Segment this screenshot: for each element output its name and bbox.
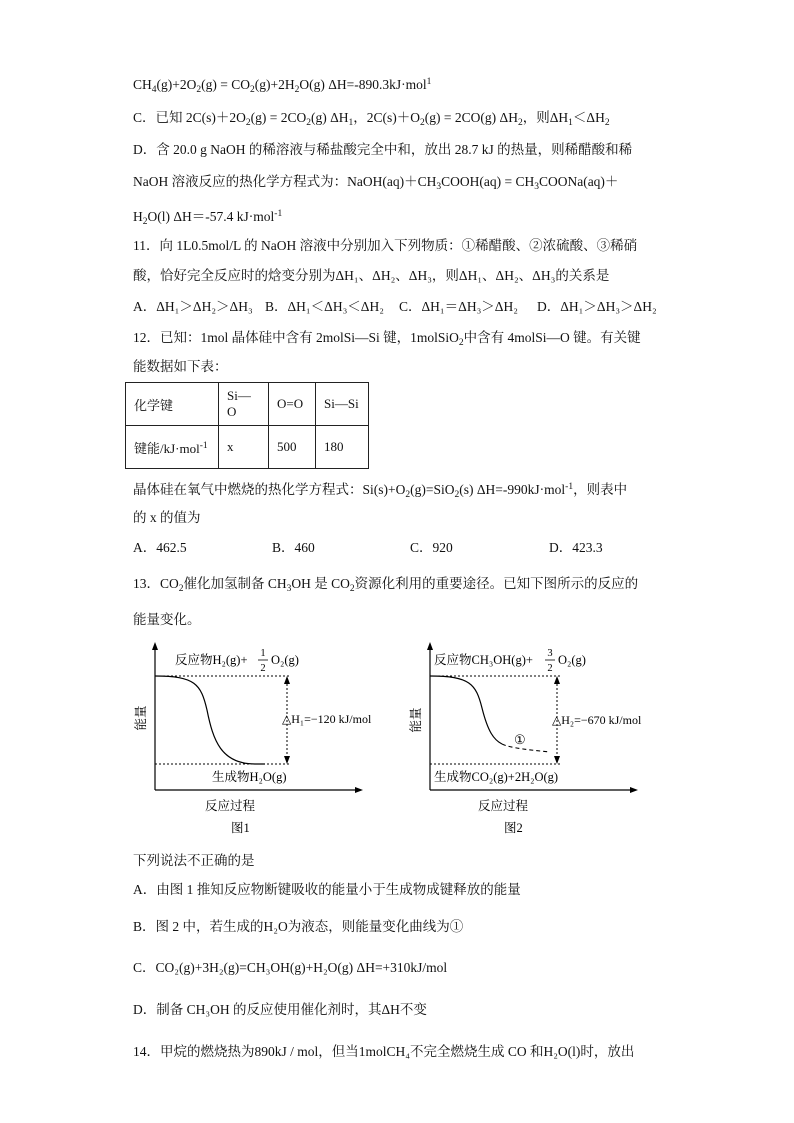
fig1-x-label: 反应过程 — [205, 799, 256, 813]
fig1-energy-curve — [155, 676, 265, 764]
q14-line1: 14．甲烷的燃烧热为890kJ / mol，但当1molCH₄不完全燃烧生成 CO 和H₂O(l)时，放出 — [133, 1044, 635, 1059]
table-header-cell: O=O — [269, 383, 316, 426]
fig2-y-arrow-icon — [427, 642, 433, 650]
fig1-dh-down-arrow-icon — [284, 756, 290, 764]
fig2-dh-label: △H₂=−670 kJ/mol — [552, 713, 642, 727]
table-cell: 180 — [316, 426, 369, 469]
q13-option-a: A．由图 1 推知反应物断键吸收的能量小于生成物成键释放的能量 — [133, 882, 521, 897]
fig2-dh-up-arrow-icon — [554, 676, 560, 684]
q11-option-d: D．ΔH₁＞ΔH₃＞ΔH₂ — [537, 299, 657, 314]
q13-option-b: B．图 2 中，若生成的H₂O为液态，则能量变化曲线为① — [133, 919, 464, 934]
q12-line2: 能数据如下表： — [133, 359, 228, 374]
table-row-label: 键能/kJ·mol$^{-1}$ — [126, 426, 219, 469]
q13-line1: 13．$CO_2$催化加氢制备 $CH_3OH$ 是 $CO_2$资源化利用的重要途径。已知下图所示的反应的 — [133, 576, 639, 594]
q13-option-d: D．制备 CH₃OH 的反应使用催化剂时，其ΔH不变 — [133, 1002, 427, 1017]
fig2-dh-down-arrow-icon — [554, 756, 560, 764]
fig2-frac-den: 2 — [547, 663, 553, 674]
fig1-reactant-tail: O₂(g) — [271, 653, 299, 667]
fig1-frac-den: 2 — [260, 663, 266, 674]
q12-after2: 的 x 的值为 — [133, 510, 201, 525]
fig2-x-arrow-icon — [630, 787, 638, 793]
fig1-y-arrow-icon — [152, 642, 158, 650]
bond-energy-table — [125, 382, 369, 469]
fig1-reactant-label: 反应物H₂(g)+ — [175, 653, 248, 667]
fig2-energy-curve — [430, 676, 502, 744]
fig2-curve-marker: ① — [514, 732, 526, 747]
q13-stem: 下列说法不正确的是 — [133, 853, 255, 868]
table-header-cell: Si—O — [219, 383, 269, 426]
fig1-dh-up-arrow-icon — [284, 676, 290, 684]
q10-option-d-line3: $H_2O(l)$ ΔH＝-57.4 kJ·mol$^{-1}$ — [133, 209, 283, 227]
table-header-cell: Si—Si — [316, 383, 369, 426]
q12-after1: 晶体硅在氧气中燃烧的热化学方程式：$Si(s)+O_2(g)=SiO_2(s)$ ΔH=-990kJ·mol$^{-1}$，则表中 — [133, 482, 628, 500]
q12-option-b: B．460 — [272, 540, 315, 555]
fig1-frac-num: 1 — [260, 648, 266, 659]
q12-option-d: D．423.3 — [549, 540, 603, 555]
fig1-product-label: 生成物H₂O(g) — [212, 770, 287, 784]
fig2-frac-num: 3 — [547, 648, 553, 659]
table-cell: x — [219, 426, 269, 469]
figure-1 — [125, 640, 375, 840]
fig2-x-label: 反应过程 — [478, 799, 529, 813]
fig2-caption: 图2 — [504, 821, 523, 835]
q13-option-c: C．CO₂(g)+3H₂(g)=CH₃OH(g)+H₂O(g) ΔH=+310kJ/mol — [133, 960, 448, 975]
q12-option-a: A．462.5 — [133, 540, 187, 555]
fig2-reactant-label: 反应物CH₃OH(g)+ — [434, 653, 533, 667]
q11-line1: 11．向 1L0.5mol/L 的 NaOH 溶液中分别加入下列物质：①稀醋酸、②浓硫酸、③稀硝 — [133, 238, 638, 253]
fig1-dh-label: △H₁=−120 kJ/mol — [282, 712, 372, 726]
fig2-product-label: 生成物CO₂(g)+2H₂O(g) — [434, 770, 559, 784]
q11-option-c: C．ΔH₁＝ΔH₃＞ΔH₂ — [399, 299, 518, 314]
q11-line2: 酸，恰好完全反应时的焓变分别为ΔH₁、ΔH₂、ΔH₃，则ΔH₁、ΔH₂、ΔH₃的关系是 — [133, 268, 610, 283]
fig1-y-label: 能量 — [134, 705, 148, 731]
figure-2 — [400, 640, 680, 840]
fig2-reactant-tail: O₂(g) — [558, 653, 586, 667]
q10-option-c: C．已知 $2C(s)+2O_2(g) = 2CO_2(g)$ $\Delta H_1$，$2C(s)+O_2(g) = 2CO(g)$ $\Delta H_2$，则$\Delta H_1<\Delta H_2$ — [133, 110, 610, 128]
q11-option-b: B．ΔH₁＜ΔH₃＜ΔH₂ — [265, 299, 384, 314]
q10-option-d-line2: NaOH 溶液反应的热化学方程式为：$NaOH(aq)+CH_3COOH(aq)$ = $CH_3COONa(aq)+$ — [133, 174, 619, 192]
fig1-x-arrow-icon — [355, 787, 363, 793]
table-cell: 500 — [269, 426, 316, 469]
top-equation: $CH_4(g)+2O_2(g) = CO_2(g)+2H_2O(g)$ ΔH=-890.3kJ·mol$^1$ — [133, 77, 432, 95]
fig1-caption: 图1 — [231, 821, 250, 835]
table-row — [126, 383, 369, 426]
fig2-dashed-curve — [502, 744, 550, 752]
table-header-cell: 化学键 — [126, 383, 219, 426]
q12-option-c: C．920 — [410, 540, 453, 555]
q12-line1: 12．已知：1mol 晶体硅中含有 2molSi—Si 键，1molSiO$_2$中含有 4molSi—O 键。有关键 — [133, 330, 641, 348]
q11-option-a: A．ΔH₁＞ΔH₂＞ΔH₃ — [133, 299, 253, 314]
table-row — [126, 426, 369, 469]
fig2-y-label: 能量 — [409, 707, 423, 733]
q13-line2: 能量变化。 — [133, 612, 201, 627]
q10-option-d-line1: D．含 20.0 g NaOH 的稀溶液与稀盐酸完全中和，放出 28.7 kJ 的热量，则稀醋酸和稀 — [133, 142, 633, 157]
